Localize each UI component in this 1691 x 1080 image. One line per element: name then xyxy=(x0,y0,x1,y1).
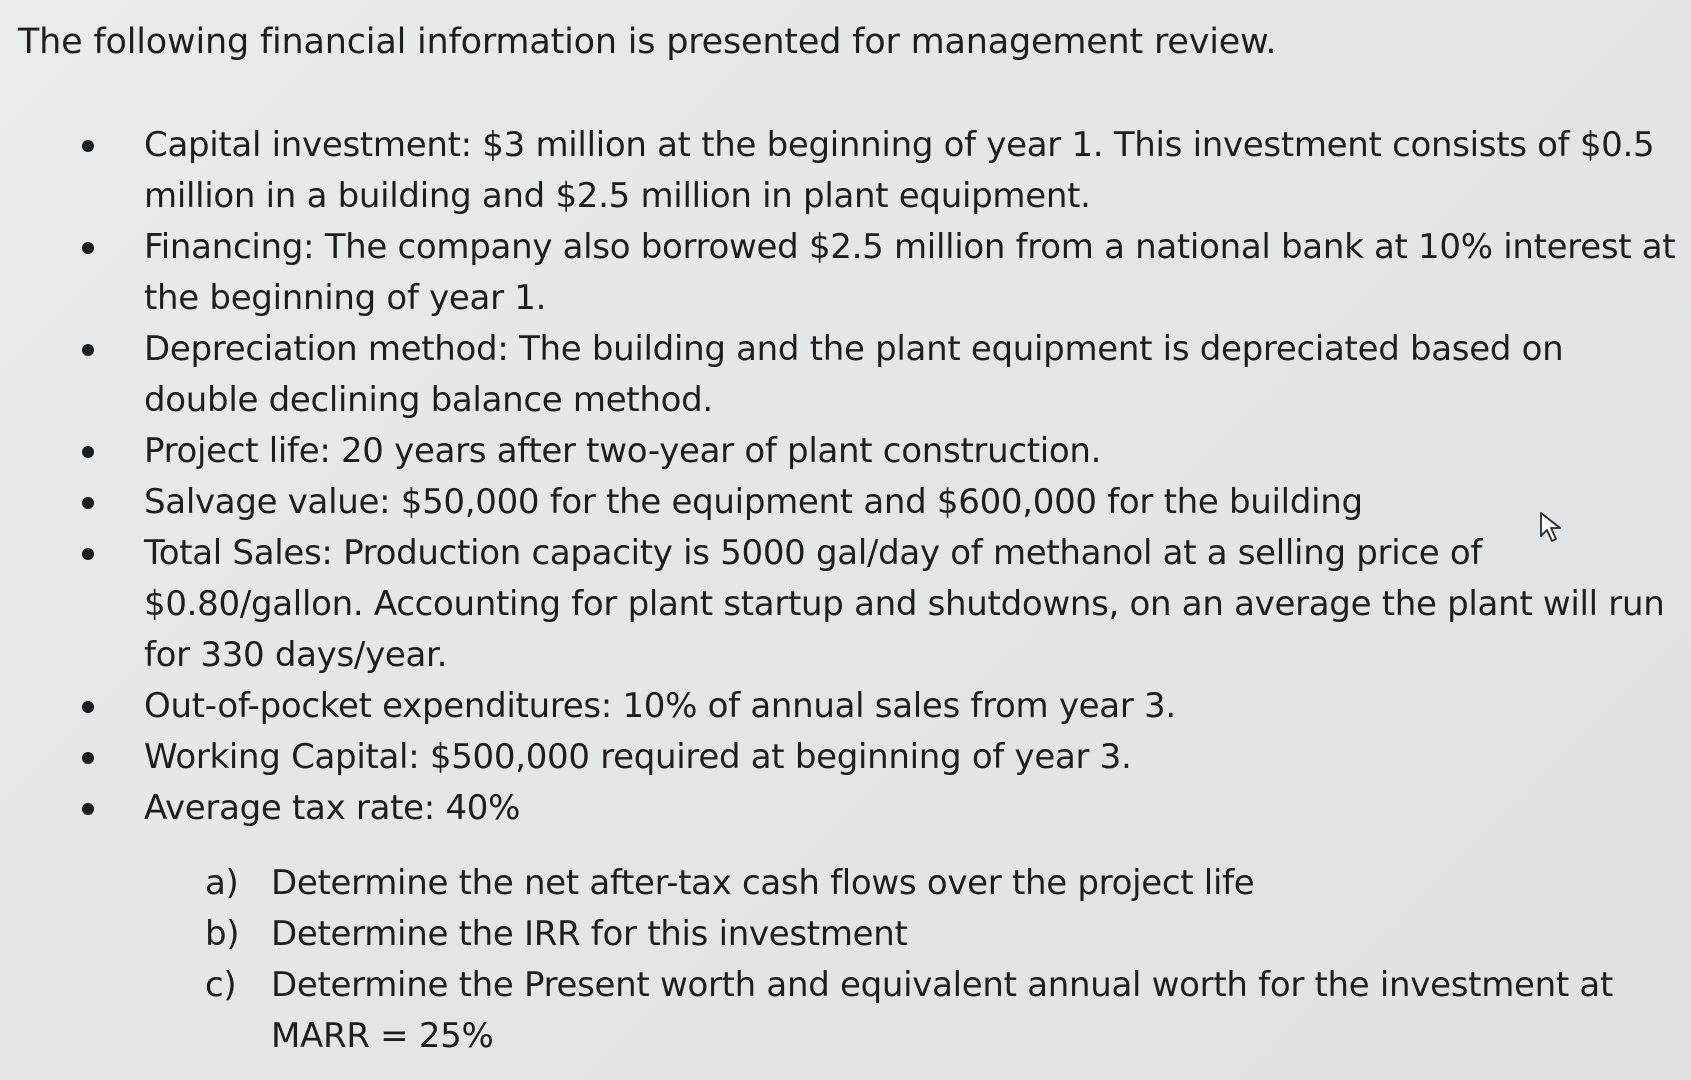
bullet-financing xyxy=(78,222,1678,324)
question-list xyxy=(205,858,1685,1062)
bullet-text: Capital investment: $3 million at the beginning of year 1. This investment consists of $0.5 million in a building and $2.5 million in plant equipment. xyxy=(144,125,1655,216)
bullet-dot-icon xyxy=(82,497,94,509)
bullet-text: Working Capital: $500,000 required at beginning of year 3. xyxy=(144,737,1132,777)
question-item xyxy=(205,858,1685,909)
bullet-text: Out-of-pocket expenditures: 10% of annual sales from year 3. xyxy=(144,686,1176,726)
bullet-salvage-value xyxy=(78,477,1678,528)
mouse-pointer-icon xyxy=(1538,510,1568,544)
intro-text: The following financial information is presented for management review. xyxy=(18,22,1277,62)
question-text: Determine the IRR for this investment xyxy=(271,914,908,954)
bullet-out-of-pocket xyxy=(78,681,1678,732)
question-marker: a) xyxy=(205,863,239,903)
bullet-dot-icon xyxy=(82,242,94,254)
question-text: Determine the net after-tax cash flows over the project life xyxy=(271,863,1255,903)
info-bullet-list xyxy=(78,120,1678,834)
bullet-project-life xyxy=(78,426,1678,477)
bullet-text: Project life: 20 years after two-year of plant construction. xyxy=(144,431,1102,471)
bullet-dot-icon xyxy=(82,803,94,815)
question-marker: b) xyxy=(205,914,240,954)
bullet-dot-icon xyxy=(82,752,94,764)
question-item xyxy=(205,909,1685,960)
question-text: Determine the Present worth and equivalent annual worth for the investment at MARR = 25% xyxy=(271,965,1613,1056)
bullet-dot-icon xyxy=(82,701,94,713)
bullet-text: Financing: The company also borrowed $2.5 million from a national bank at 10% interest at the beginning of year 1. xyxy=(144,227,1676,318)
question-item xyxy=(205,960,1685,1062)
bullet-total-sales xyxy=(78,528,1678,681)
bullet-text: Total Sales: Production capacity is 5000 gal/day of methanol at a selling price of $0.80/gallon. Accounting for plant startup and shutdowns, on an average the plant will run for 330 days/year. xyxy=(144,533,1665,675)
bullet-working-capital xyxy=(78,732,1678,783)
bullet-text: Average tax rate: 40% xyxy=(144,788,521,828)
bullet-dot-icon xyxy=(82,344,94,356)
question-marker: c) xyxy=(205,965,237,1005)
bullet-text: Depreciation method: The building and the plant equipment is depreciated based on double declining balance method. xyxy=(144,329,1564,420)
bullet-dot-icon xyxy=(82,446,94,458)
bullet-dot-icon xyxy=(82,140,94,152)
bullet-depreciation xyxy=(78,324,1678,426)
bullet-tax-rate xyxy=(78,783,1678,834)
bullet-capital-investment xyxy=(78,120,1678,222)
bullet-dot-icon xyxy=(82,548,94,560)
bullet-text: Salvage value: $50,000 for the equipment and $600,000 for the building xyxy=(144,482,1363,522)
